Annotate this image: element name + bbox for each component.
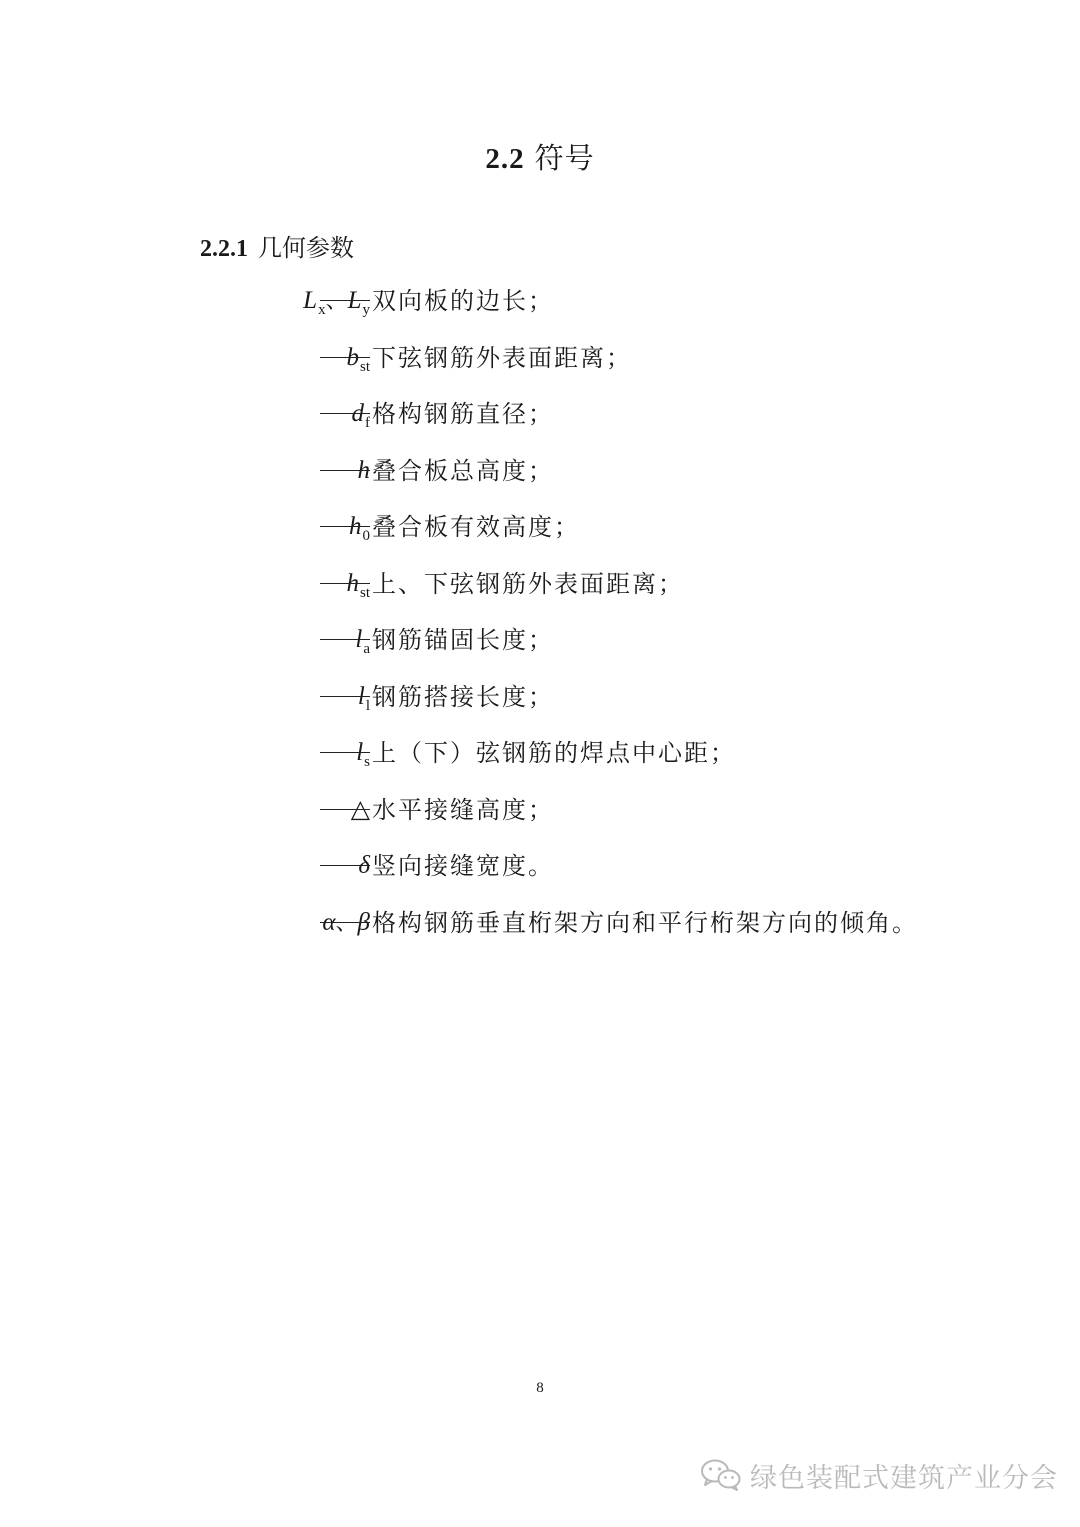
symbol-notation (358, 679, 370, 718)
symbol-letter: b (346, 344, 359, 371)
section-heading (200, 228, 354, 263)
symbol-letter: d (351, 400, 364, 427)
symbol-subscript: f (365, 415, 370, 431)
em-dash-line (320, 583, 370, 584)
symbol-notation (322, 905, 370, 942)
symbol-letter: h (349, 513, 362, 540)
symbol-notation (356, 735, 370, 774)
symbol-description: 钢筋锚固长度； (372, 626, 554, 654)
symbol-description: 双向板的边长； (372, 287, 554, 315)
symbol-subscript: x (318, 302, 326, 318)
symbol-letter: α (322, 909, 336, 936)
symbol-letter: l (355, 626, 363, 653)
symbol-glyph: △ (350, 796, 370, 823)
em-dash-line (320, 639, 370, 640)
em-dash-line (320, 357, 370, 358)
symbol-letter: L (347, 287, 362, 314)
symbol-row (0, 735, 1080, 771)
em-dash-line (320, 300, 370, 301)
symbol-separator: 、 (325, 289, 348, 314)
symbol-description: 下弦钢筋外表面距离； (372, 344, 632, 372)
section-text: 几何参数 (258, 234, 354, 262)
em-dash-line (320, 752, 370, 753)
symbol-subscript: 0 (362, 528, 370, 544)
symbol-notation (303, 283, 370, 322)
em-dash-line (320, 470, 370, 471)
symbol-subscript: a (363, 641, 370, 657)
em-dash-line (320, 413, 370, 414)
symbol-subscript: s (364, 754, 370, 770)
symbol-notation (358, 848, 370, 884)
symbol-letter: δ (358, 852, 370, 879)
symbol-row (0, 848, 1080, 884)
symbol-separator: 、 (335, 911, 358, 936)
symbol-row (0, 509, 1080, 545)
symbol-notation (346, 566, 370, 605)
symbol-description: 钢筋搭接长度； (372, 683, 554, 711)
symbol-row (0, 679, 1080, 715)
symbol-letter: h (357, 457, 370, 484)
title-text: 符号 (534, 141, 595, 175)
symbol-letter: β (357, 909, 370, 936)
symbol-description: 竖向接缝宽度。 (372, 852, 554, 880)
symbol-row (0, 905, 1080, 941)
symbol-letter: h (346, 570, 359, 597)
symbol-letter: l (357, 683, 365, 710)
symbol-row (0, 396, 1080, 432)
symbol-subscript: st (359, 585, 370, 601)
symbol-notation (355, 622, 370, 661)
symbol-subscript: st (359, 359, 370, 375)
symbol-description: 叠合板总高度； (372, 457, 554, 485)
symbol-notation (346, 340, 370, 379)
symbol-row (0, 283, 1080, 319)
em-dash-line (320, 865, 370, 866)
symbol-notation (349, 509, 370, 548)
em-dash-line (320, 526, 370, 527)
symbol-row (0, 622, 1080, 658)
em-dash-line (320, 809, 370, 810)
watermark (700, 1455, 1058, 1495)
watermark-text: 绿色装配式建筑产业分会 (750, 1462, 1058, 1494)
symbol-subscript: l (365, 698, 370, 714)
symbol-notation (358, 453, 371, 489)
symbol-row (0, 792, 1080, 828)
em-dash-line (320, 922, 370, 923)
title-number: 2.2 (485, 143, 525, 175)
symbol-letter: L (303, 287, 318, 314)
em-dash-line (320, 696, 370, 697)
symbol-notation (352, 396, 371, 435)
symbol-subscript: y (362, 302, 370, 318)
symbol-letter: l (356, 739, 364, 766)
symbol-description: 水平接缝高度； (372, 796, 554, 824)
symbol-row (0, 453, 1080, 489)
symbol-description: 上（下）弦钢筋的焊点中心距； (372, 739, 736, 767)
page-number: 8 (536, 1380, 544, 1396)
page-title (0, 136, 1080, 177)
wechat-icon (700, 1458, 742, 1492)
symbol-row (0, 340, 1080, 376)
section-number: 2.2.1 (200, 236, 248, 262)
symbol-description: 格构钢筋垂直桁架方向和平行桁架方向的倾角。 (372, 909, 918, 937)
symbol-notation (351, 792, 370, 828)
symbol-description: 叠合板有效高度； (372, 513, 580, 541)
symbol-description: 上、下弦钢筋外表面距离； (372, 570, 684, 598)
symbol-description: 格构钢筋直径； (372, 400, 554, 428)
symbol-row (0, 566, 1080, 602)
